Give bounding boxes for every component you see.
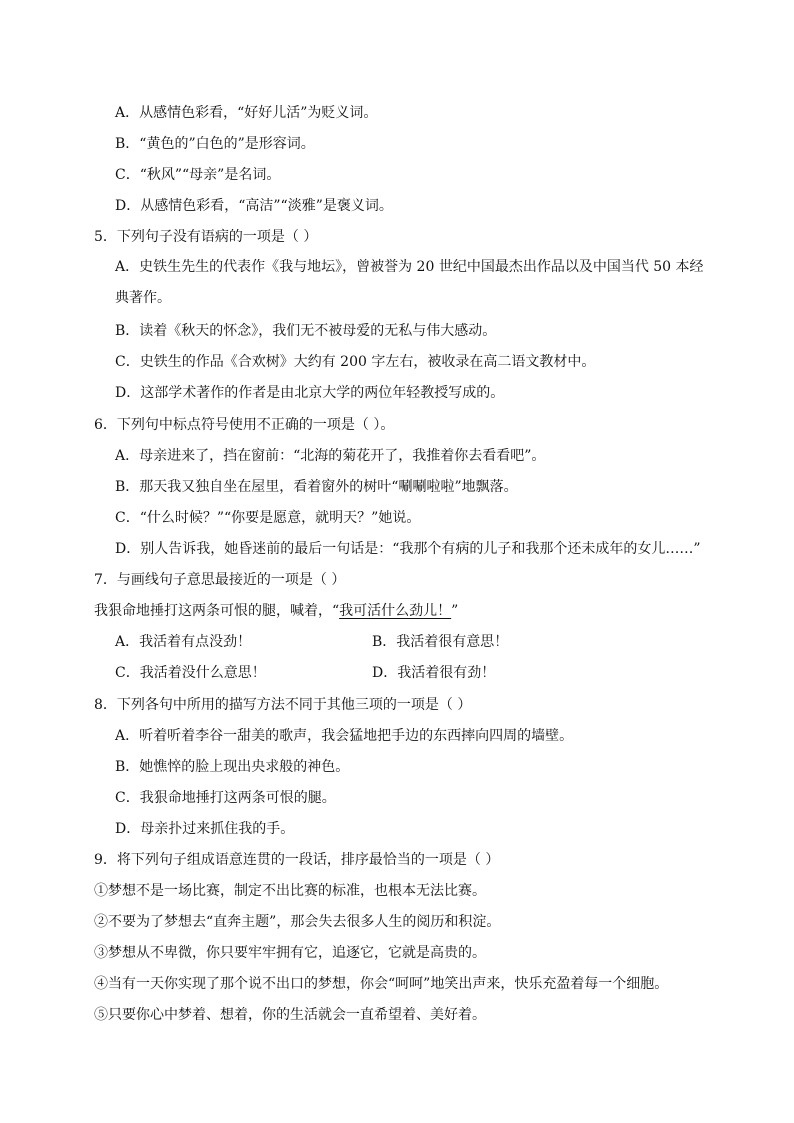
q9-stem: 9．将下列句子组成语意连贯的一段话，排序最恰当的一项是（ ） xyxy=(94,852,500,868)
q5-stem: 5．下列句子没有语病的一项是（ ） xyxy=(94,229,318,245)
q7-option-b: B．我活着很有意思！ xyxy=(372,634,509,650)
q8-option-b: B．她憔悴的脸上现出央求般的神色。 xyxy=(115,759,350,775)
q5-option-a: A．史铁生先生的代表作《我与地坛》，曾被誉为 20 世纪中国最杰出作品以及中国当代 50 本经典著作。 xyxy=(115,259,704,306)
q7-stem: 7．与画线句子意思最接近的一项是（ ） xyxy=(94,572,346,588)
q9-item-2: ②不要为了梦想去“直奔主题”，那会失去很多人生的阅历和积淀。 xyxy=(94,914,501,930)
q8-option-d: D．母亲扑过来抓住我的手。 xyxy=(115,821,295,837)
q6-option-c: C．“什么时候？”“你要是愿意，就明天？”她说。 xyxy=(115,510,421,526)
q9-item-3: ③梦想从不卑微，你只要牢牢拥有它，追逐它，它就是高贵的。 xyxy=(94,945,486,961)
q9-item-1: ①梦想不是一场比赛，制定不出比赛的标准，也根本无法比赛。 xyxy=(94,883,486,899)
q7-option-a: A．我活着有点没劲！ xyxy=(115,634,252,650)
q5-option-c: C．史铁生的作品《合欢树》大约有 200 字左右，被收录在高二语文教材中。 xyxy=(115,354,596,370)
q6-option-b: B．那天我又独自坐在屋里，看着窗外的树叶“唰唰啦啦”地飘落。 xyxy=(115,479,518,495)
q6-stem: 6．下列句中标点符号使用不正确的一项是（ ）。 xyxy=(94,417,395,433)
q4-option-c: C．“秋风”“母亲”是名词。 xyxy=(115,167,281,183)
q6-option-a: A．母亲进来了，挡在窗前：“北海的菊花开了，我推着你去看看吧”。 xyxy=(115,448,546,464)
q7-sentence xyxy=(94,602,458,620)
q8-option-c: C．我狠命地捶打这两条可恨的腿。 xyxy=(115,790,336,806)
q4-option-a: A．从感情色彩看，“好好儿活”为贬义词。 xyxy=(115,105,378,121)
q4-option-d: D．从感情色彩看，“高洁”“淡雅”是褒义词。 xyxy=(115,198,393,214)
q9-item-4: ④当有一天你实现了那个说不出口的梦想，你会“呵呵”地笑出声来，快乐充盈着每一个细胞。 xyxy=(94,976,669,992)
q8-stem: 8．下列各句中所用的描写方法不同于其他三项的一项是（ ） xyxy=(94,697,472,713)
q7-underlined-sentence: 我可活什么劲儿！ xyxy=(339,603,452,619)
q8-option-a: A．听着听着李谷一甜美的歌声，我会猛地把手边的东西摔向四周的墙壁。 xyxy=(115,728,574,744)
q5-option-b: B．读着《秋天的怀念》，我们无不被母爱的无私与伟大感动。 xyxy=(115,323,497,339)
q7-option-d: D．我活着很有劲！ xyxy=(372,665,496,681)
q9-item-5: ⑤只要你心中梦着、想着，你的生活就会一直希望着、美好着。 xyxy=(94,1007,486,1023)
q7-option-c: C．我活着没什么意思！ xyxy=(115,665,266,681)
q7-sentence-suffix: ” xyxy=(451,603,459,619)
q7-sentence-prefix: 我狠命地捶打这两条可恨的腿，喊着，“ xyxy=(94,603,340,619)
q6-option-d: D．别人告诉我，她昏迷前的最后一句话是：“我那个有病的儿子和我那个还未成年的女儿……” xyxy=(115,541,701,557)
q5-option-d: D．这部学术著作的作者是由北京大学的两位年轻教授写成的。 xyxy=(115,385,505,401)
q4-option-b: B．“黄色的”白色的”是形容词。 xyxy=(115,136,315,152)
